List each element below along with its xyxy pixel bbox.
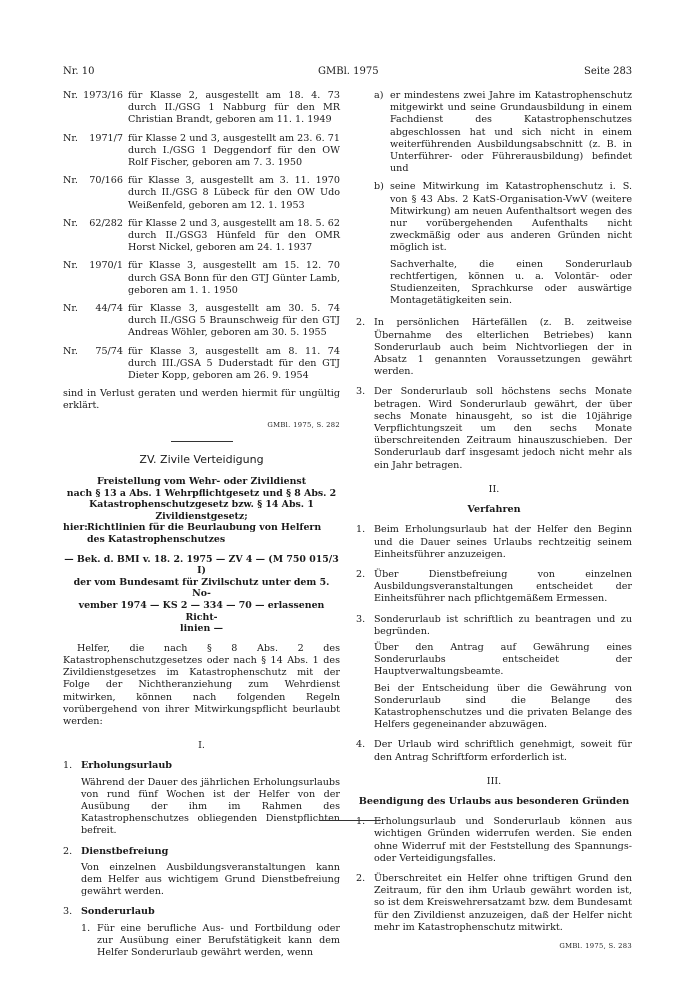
entry-label: Nr.	[63, 217, 78, 229]
heading-line: Zivildienstgesetz;	[155, 510, 248, 522]
license-entry	[63, 90, 340, 127]
item-number: 4.	[356, 739, 366, 751]
entry-text: für Klasse 3, ausgestellt am 15. 12. 70 durch GSA Bonn für den GTJ Günter Lamb, geboren am 1. 1. 1950	[128, 260, 340, 296]
condition-key: b)	[374, 181, 384, 193]
part-number: I.	[198, 740, 205, 752]
section-title: ZV. Zivile Verteidigung	[139, 452, 264, 466]
license-entry	[63, 133, 340, 170]
announcement-line: — Bek. d. BMI v. 18. 2. 1975 — ZV 4 — (M 750 015/3 I)	[64, 553, 339, 577]
heading-line: Freistellung vom Wehr- oder Zivildienst	[96, 476, 307, 488]
condition-b	[374, 181, 632, 307]
procedure-item	[356, 614, 632, 732]
gazette-title: GMBl. 1975	[318, 66, 379, 77]
part-title: Beendigung des Urlaubs aus besonderen Gründen	[358, 795, 630, 807]
license-entry	[63, 346, 340, 383]
entry-text: für Klasse 3, ausgestellt am 8. 11. 74 durch III./GSA 5 Duderstadt für den GTJ Dieter Kopp, geboren am 26. 9. 1954	[128, 345, 340, 382]
item-text: Überschreitet ein Helfer ohne triftigen Grund den Zeitraum, für den ihm Urlaub gewährt worden ist, so ist dem Kreiswehrersatzamt bzw. dem Bundesamt für den Zivildienst anzuzeigen, daß der Helfer nicht mehr im Katastrophenschutz mitwirkt.	[374, 872, 632, 933]
rule-item	[63, 906, 340, 959]
condition-text: er mindestens zwei Jahre im Katastrophenschutz mitgewirkt und seine Grundausbildung in einem Fachdienst des Katastrophenschutzes abgeschlossen hat und sich nicht in einem weiterführenden Ausbildungsabschnitt (z. B. in Unterführer- oder Führerausbildung) befindet und	[390, 90, 632, 175]
license-entry	[63, 303, 340, 340]
entry-label: Nr.	[63, 132, 78, 144]
entry-text: für Klasse 3, ausgestellt am 30. 5. 74 durch II./GSG 5 Braunschweig für den GTJ Andreas Wöhler, geboren am 30. 5. 1955	[128, 303, 340, 339]
entry-text: für Klasse 3, ausgestellt am 3. 11. 1970 durch II./GSG 8 Lübeck für den OW Udo Weißenfeld, geboren am 12. 1. 1953	[128, 175, 340, 211]
entry-number: 1971/7	[89, 132, 123, 144]
entry-label: Nr.	[63, 345, 78, 357]
procedure-item	[356, 739, 632, 763]
item-title: Erholungsurlaub	[81, 760, 173, 772]
condition-note: Sachverhalte, die einen Sonderurlaub rechtfertigen, können u. a. Volontär- oder Studienzeiten, Sprachkurse oder auswärtige Montagetätigkeiten sein.	[390, 258, 632, 307]
entry-label: Nr.	[63, 175, 78, 187]
item-text: Erholungsurlaub und Sonderurlaub können aus wichtigen Gründen widerrufen werden. Sie enden ohne Widerruf mit der Feststellung des Spannungs- oder Verteidigungsfalles.	[374, 816, 632, 864]
license-entry	[63, 218, 340, 255]
item-title: Sonderurlaub	[81, 906, 155, 918]
item-text: Von einzelnen Ausbildungsveranstaltungen kann dem Helfer aus wichtigem Grund Dienstbefreiung gewährt werden.	[81, 861, 340, 898]
entry-number: 70/166	[89, 175, 123, 187]
subject-line	[63, 522, 340, 545]
item-text: Beim Erholungsurlaub hat der Helfer den Beginn und die Dauer seines Urlaubs rechtzeitig seinem Einheitsführer anzuzeigen.	[374, 524, 632, 560]
entry-label: Nr.	[63, 90, 78, 101]
item-text: Sonderurlaub ist schriftlich zu beantragen und zu begründen.	[374, 613, 632, 637]
item-text: Bei der Entscheidung über die Gewährung von Sonderurlaub sind die Belange des Katastrophenschutzes und die privaten Belange des Helfers gegeneinander abzuwägen.	[374, 682, 632, 731]
item-text: Über Dienstbefreiung von einzelnen Ausbildungsveranstaltungen entscheidet der Einheitsführer nach pflichtgemäßem Ermessen.	[374, 568, 632, 605]
heading-line: Katastrophenschutzgesetz bzw. § 14 Abs. 1	[89, 499, 314, 511]
entry-label: Nr.	[63, 303, 78, 315]
left-column	[63, 90, 340, 959]
heading-line: nach § 13 a Abs. 1 Wehrpflichtgesetz und § 8 Abs. 2	[66, 487, 337, 499]
part-number: III.	[486, 775, 502, 787]
entry-text: für Klasse 2 und 3, ausgestellt am 23. 6. 71 durch I./GSG 1 Deggendorf für den OW Rolf Fischer, geboren am 7. 3. 1950	[128, 132, 340, 169]
entry-number: 1970/1	[89, 260, 123, 272]
sub-text: Für eine berufliche Aus- und Fortbildung oder zur Ausübung einer Berufstätigkeit kann dem Helfer Sonderurlaub gewährt werden, wenn	[97, 922, 340, 959]
subject-label: hier:	[63, 522, 88, 534]
procedure-item	[356, 569, 632, 606]
item-text: Während der Dauer des jährlichen Erholungsurlaubs von rund fünf Wochen ist der Helfer von der Ausübung der ihm im Rahmen des Katastrophenschutzes obliegenden Dienstpflichten befreit.	[81, 776, 340, 837]
item-number: 3.	[63, 906, 73, 918]
termination-item	[356, 873, 632, 934]
item-number: 1.	[356, 816, 366, 828]
condition-key: a)	[374, 90, 384, 101]
item-text: Der Urlaub wird schriftlich genehmigt, soweit für den Antrag Schriftform erforderlich ist.	[374, 739, 632, 763]
entry-number: 44/74	[95, 303, 123, 315]
entry-number: 1973/16	[83, 90, 123, 101]
sub-item	[356, 386, 632, 471]
item-number: 2.	[63, 845, 73, 857]
item-title: Dienstbefreiung	[81, 845, 169, 857]
sub-number: 2.	[356, 317, 366, 329]
item-number: 2.	[356, 568, 366, 580]
item-number: 2.	[356, 872, 366, 884]
right-column	[356, 90, 632, 952]
procedure-item	[356, 524, 632, 561]
sub-text: Der Sonderurlaub soll höchstens sechs Monate betragen. Wird Sonderurlaub gewährt, der über sechs Monate hinausgeht, so ist die 10jährige Verpflichtungszeit um den sechs Monate überschreitenden Zeitraum hinauszuschieben. Der Sonderurlaub darf insgesamt jedoch nicht mehr als ein Jahr betragen.	[374, 386, 632, 471]
announcement-line: vember 1974 — KS 2 — 334 — 70 — erlassenen Richt-	[78, 600, 325, 623]
condition-text: seine Mitwirkung im Katastrophenschutz i. S. von § 43 Abs. 2 KatS-Organisation-VwV (weitere Mitwirkung) am neuen Aufenthaltsort wegen des nur vorübergehenden Aufenthalts nicht zweckmäßig oder aus anderen Gründen nicht möglich ist.	[390, 181, 632, 254]
rule-item	[63, 760, 340, 837]
page-number: Seite 283	[584, 66, 633, 77]
termination-item	[356, 816, 632, 865]
license-entry	[63, 260, 340, 297]
item-number: 1.	[63, 760, 73, 772]
sub-number: 1.	[81, 922, 91, 934]
subject-text: Richtlinien für die Beurlaubung von Helfern des Katastrophenschutzes	[87, 522, 322, 546]
sub-item	[356, 317, 632, 378]
condition-a	[374, 90, 632, 175]
item-number: 1.	[356, 524, 366, 536]
sub-text: In persönlichen Härtefällen (z. B. zeitweise Übernahme des elterlichen Betriebes) kann Sonderurlaub auch beim Nichtvorliegen der in Absatz 1 genannten Voraussetzungen gewährt werden.	[374, 317, 632, 378]
issue-number: Nr. 10	[63, 66, 95, 77]
entry-label: Nr.	[63, 260, 78, 272]
part-number: II.	[488, 483, 500, 495]
citation: GMBl. 1975, S. 282	[267, 420, 340, 429]
entry-text: für Klasse 2, ausgestellt am 18. 4. 73 durch II./GSG 1 Nabburg für den MR Christian Brandt, geboren am 11. 1. 1949	[128, 90, 340, 126]
part-title: Verfahren	[467, 504, 521, 516]
license-entry	[63, 175, 340, 212]
item-text: Über den Antrag auf Gewährung eines Sonderurlaubs entscheidet der Hauptverwaltungsbeamte.	[374, 641, 632, 678]
entry-text: für Klasse 2 und 3, ausgestellt am 18. 5. 62 durch II./GSG3 Hünfeld für den OMR Horst Nickel, geboren am 24. 1. 1937	[128, 217, 340, 254]
rule-item	[63, 846, 340, 899]
sub-item	[81, 923, 340, 960]
citation: GMBl. 1975, S. 283	[559, 941, 632, 950]
item-number: 3.	[356, 613, 366, 625]
announcement-line: der vom Bundesamt für Zivilschutz unter dem 5. No-	[73, 576, 330, 600]
entry-number: 75/74	[95, 345, 123, 357]
announcement-line: linien —	[180, 623, 223, 635]
closing-sentence: sind in Verlust geraten und werden hiermit für ungültig erklärt.	[63, 388, 340, 412]
divider	[171, 441, 233, 442]
entry-number: 62/282	[89, 217, 123, 229]
divider	[319, 820, 381, 821]
intro-paragraph: Helfer, die nach § 8 Abs. 2 des Katastrophenschutzgesetzes oder nach § 14 Abs. 1 des Zivildienstgesetzes im Katastrophenschutz mit der Folge der Nichtheranziehung zum Wehrdienst mitwirken, können nach folgenden Regeln vorübergehend von ihrer Mitwirkungspflicht beurlaubt werden:	[63, 642, 340, 728]
sub-number: 3.	[356, 386, 366, 398]
